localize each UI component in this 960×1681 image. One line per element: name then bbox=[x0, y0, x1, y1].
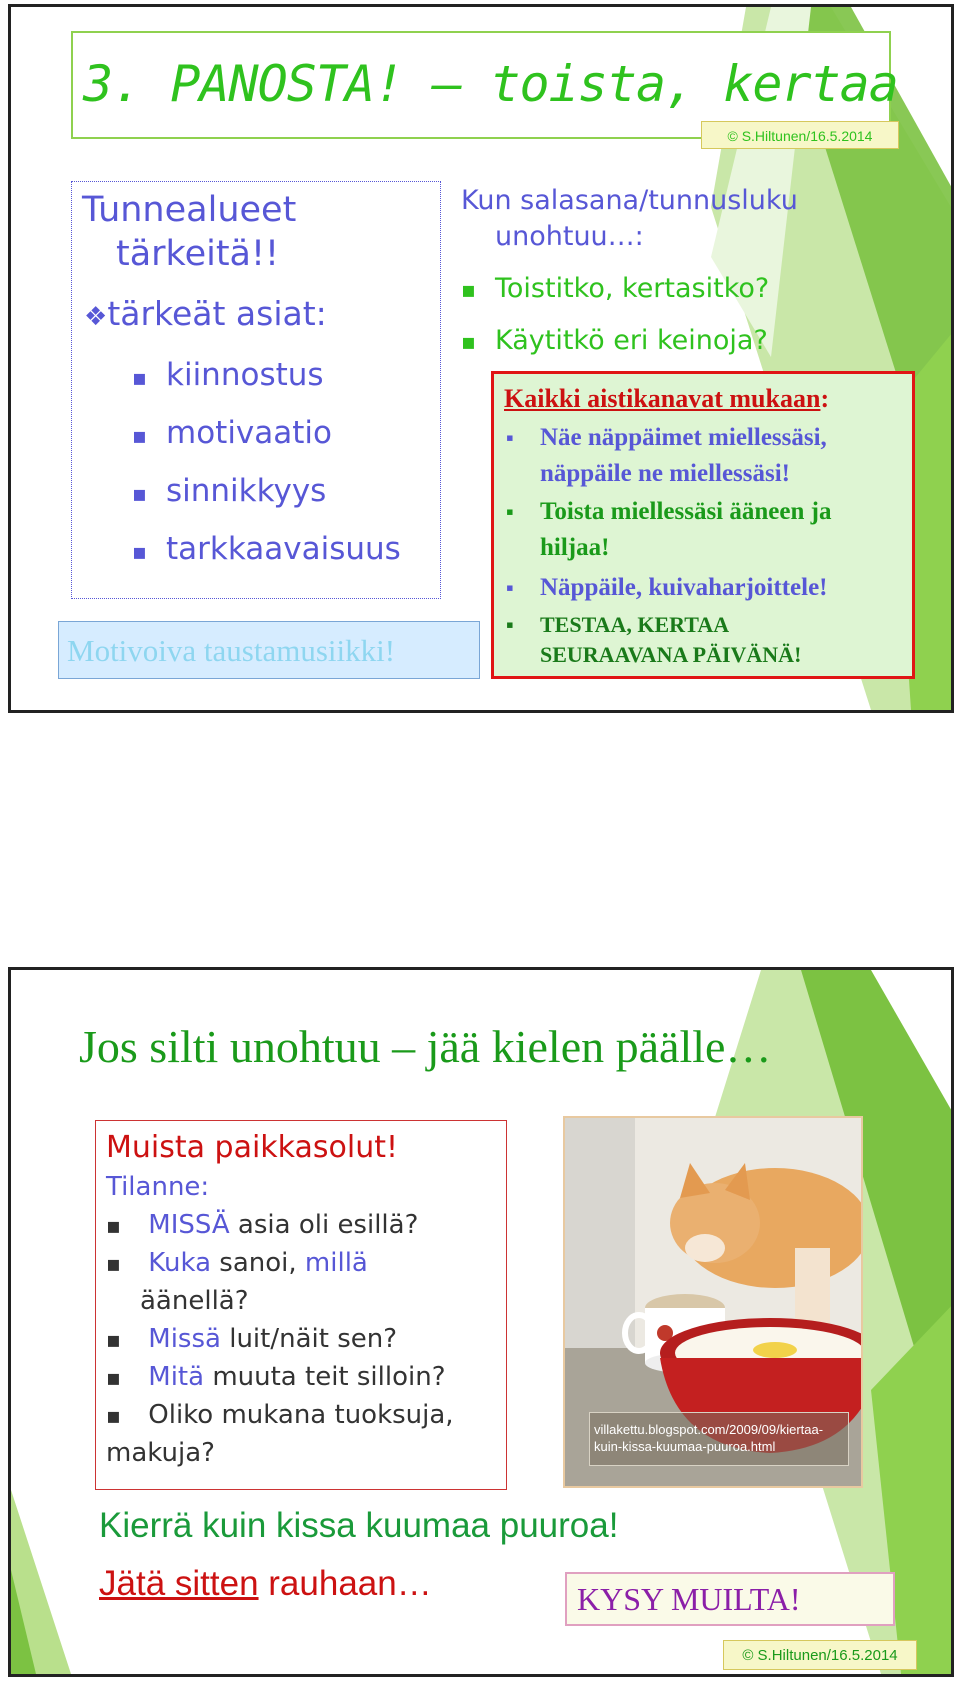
situation-label: Tilanne: bbox=[106, 1172, 210, 1202]
item-text: SEURAAVANA PÄIVÄNÄ! bbox=[540, 642, 802, 667]
item-text: asia oli esillä? bbox=[229, 1210, 419, 1240]
saying-text: Kierrä kuin kissa kuumaa puuroa! bbox=[99, 1506, 619, 1545]
repeat-question bbox=[461, 273, 769, 304]
photo-caption bbox=[589, 1412, 849, 1466]
item-text: Toistitko, kertasitko? bbox=[495, 273, 770, 304]
what-else-question bbox=[106, 1359, 446, 1397]
important-things-label: tärkeät asiat: bbox=[107, 294, 327, 333]
emotion-heading-line2: tärkeitä!! bbox=[116, 234, 280, 274]
slide-1 bbox=[8, 4, 954, 713]
senses-item bbox=[506, 494, 831, 566]
smells-question-cont: makuja? bbox=[106, 1438, 215, 1468]
emotion-heading-line1: Tunnealueet bbox=[82, 190, 297, 230]
senses-item bbox=[506, 420, 827, 492]
item-text: TESTAA, KERTAA bbox=[540, 612, 730, 637]
highlight-word: MISSÄ bbox=[148, 1210, 230, 1240]
who-question bbox=[106, 1245, 368, 1283]
item-text: Näe näppäimet miellessäsi, bbox=[540, 424, 827, 451]
item-text: näppäile ne miellessäsi! bbox=[540, 460, 791, 487]
item-text: luit/näit sen? bbox=[220, 1324, 398, 1354]
place-cells-box bbox=[95, 1120, 507, 1490]
highlight-word: Mitä bbox=[148, 1362, 205, 1392]
photo-caption-line1: villakettu.blogspot.com/2009/09/kiertaa- bbox=[594, 1422, 824, 1437]
emotion-areas-box bbox=[71, 181, 441, 599]
methods-question bbox=[461, 325, 768, 356]
copyright-badge: © S.Hiltunen/16.5.2014 bbox=[723, 1640, 917, 1670]
where-read-question bbox=[106, 1321, 397, 1359]
item-text: sinnikkyys bbox=[166, 473, 327, 509]
leave-alone-rest: rauhaan… bbox=[258, 1564, 432, 1603]
forgot-intro-line1: Kun salasana/tunnusluku bbox=[461, 185, 798, 216]
kitten-porridge-photo bbox=[563, 1116, 863, 1488]
photo-caption-line2: kuin-kissa-kuumaa-puuroa.html bbox=[594, 1439, 776, 1454]
item-text: Oliko mukana tuoksuja, bbox=[148, 1400, 454, 1430]
item-text: hiljaa! bbox=[540, 534, 610, 561]
senses-heading: Kaikki aistikanavat mukaan bbox=[504, 384, 821, 413]
slide-2 bbox=[8, 967, 954, 1677]
item-text: tarkkaavaisuus bbox=[166, 531, 401, 567]
item-text: motivaatio bbox=[166, 415, 333, 451]
copyright-badge: © S.Hiltunen/16.5.2014 bbox=[701, 121, 899, 149]
forgot-intro-line2: unohtuu…: bbox=[495, 221, 644, 252]
where-question bbox=[106, 1207, 418, 1245]
place-cells-heading: Muista paikkasolut! bbox=[106, 1130, 399, 1165]
highlight-word: millä bbox=[304, 1248, 368, 1278]
senses-heading-colon: : bbox=[820, 384, 830, 413]
item-text: Käytitkö eri keinoja? bbox=[495, 325, 768, 356]
left-item bbox=[132, 415, 332, 451]
item-text: muuta teit silloin? bbox=[204, 1362, 446, 1392]
who-question-cont: äänellä? bbox=[140, 1286, 249, 1316]
motivation-note: Motivoiva taustamusiikki! bbox=[58, 621, 480, 679]
left-item bbox=[132, 531, 401, 567]
senses-item bbox=[506, 570, 828, 606]
item-text: kiinnostus bbox=[166, 357, 324, 393]
senses-heading-row bbox=[504, 384, 829, 414]
leave-alone-underlined: Jätä sitten bbox=[99, 1564, 259, 1603]
diamond-bullet-icon: ❖ bbox=[84, 302, 108, 332]
highlight-word: Kuka bbox=[148, 1248, 212, 1278]
smells-question bbox=[106, 1397, 454, 1435]
senses-item bbox=[506, 610, 801, 670]
highlight-word: Missä bbox=[148, 1324, 221, 1354]
left-item bbox=[132, 357, 324, 393]
item-text: Näppäile, kuivaharjoittele! bbox=[540, 574, 828, 601]
item-text: Toista miellessäsi ääneen ja bbox=[540, 498, 832, 525]
left-item bbox=[132, 473, 326, 509]
senses-box bbox=[491, 371, 915, 679]
slide-title: 3. PANOSTA! – toista, kertaa bbox=[83, 55, 898, 113]
ask-others-box: KYSY MUILTA! bbox=[565, 1572, 895, 1626]
leave-alone-row bbox=[99, 1564, 432, 1604]
item-text: sanoi, bbox=[211, 1248, 305, 1278]
slide-title: Jos silti unohtuu – jää kielen päälle… bbox=[79, 1021, 772, 1072]
important-things-row bbox=[84, 294, 327, 333]
